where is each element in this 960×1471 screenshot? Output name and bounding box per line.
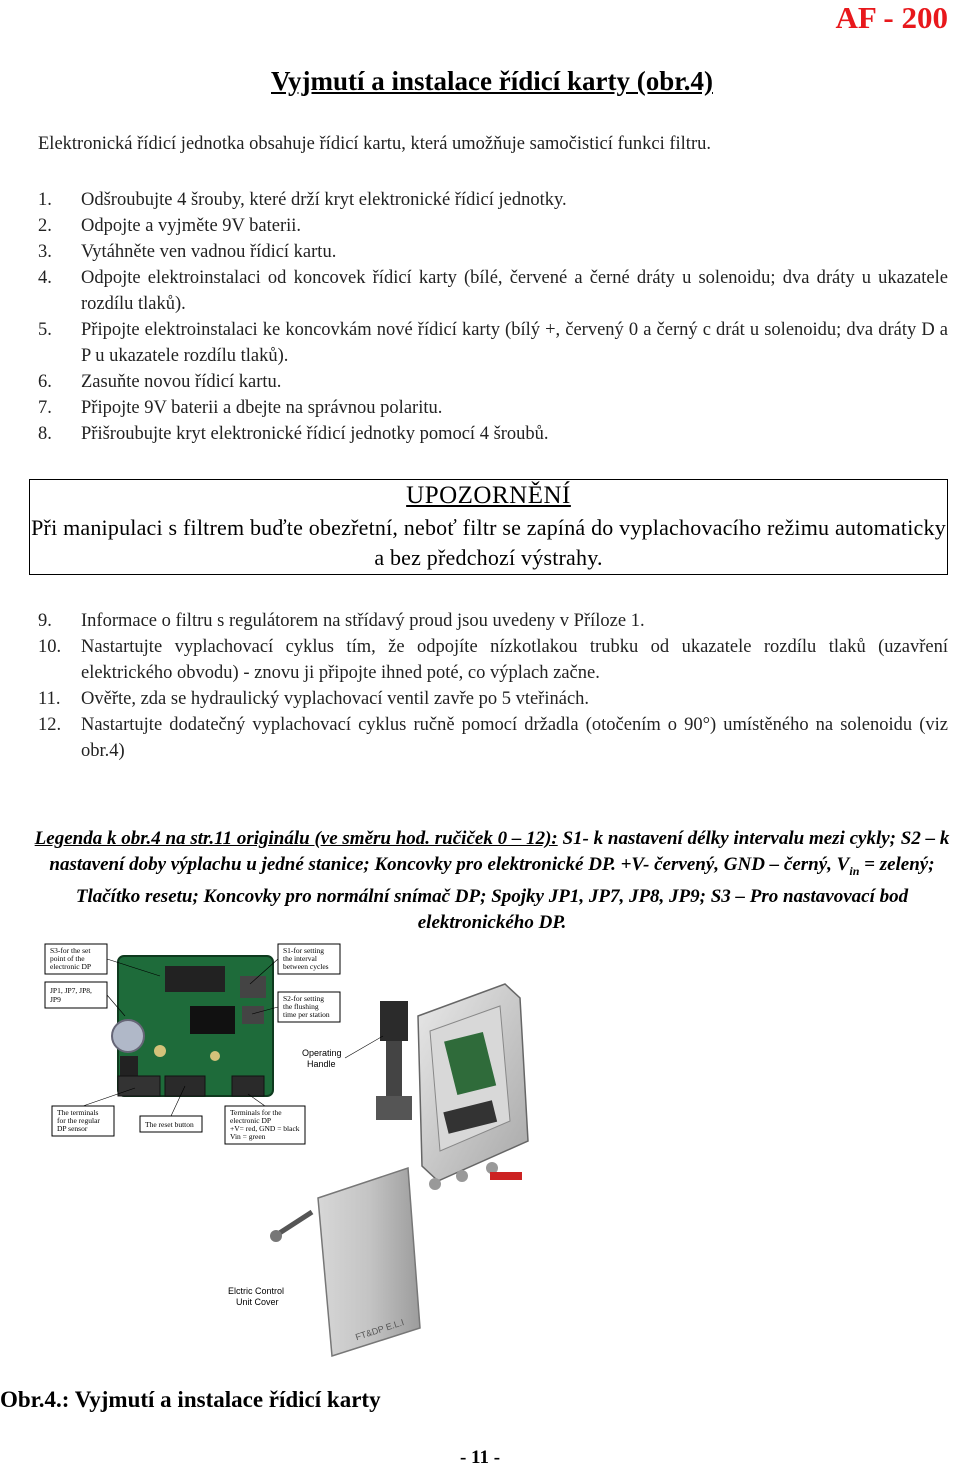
operating-handle-label-1: Operating xyxy=(302,1048,342,1058)
step-text: Zasuňte novou řídicí kartu. xyxy=(81,372,282,392)
step-item xyxy=(38,187,948,213)
brand-label: AF - 200 xyxy=(835,0,948,35)
step-item xyxy=(38,395,948,421)
callout-s2-2: the flushing xyxy=(283,1002,319,1011)
step-text: Odšroubujte 4 šrouby, které drží kryt elektronické řídicí jednotky. xyxy=(81,190,567,210)
callout-s2-3: time per station xyxy=(283,1010,330,1019)
step-text: Připojte elektroinstalaci ke koncovkám nové řídicí karty (bílý +, červený 0 a černý c drát u solenoidu; dva dráty D a P u ukazatele rozdílu tlaků). xyxy=(81,320,948,366)
step-item xyxy=(38,317,948,369)
step-item xyxy=(38,634,948,686)
callout-reset: The reset button xyxy=(145,1120,194,1129)
step-number: 7. xyxy=(38,398,52,418)
step-item xyxy=(38,265,948,317)
callout-term-reg-1: The terminals xyxy=(57,1108,99,1117)
step-text: Odpojte a vyjměte 9V baterii. xyxy=(81,216,302,236)
operating-handle-label-2: Handle xyxy=(307,1059,336,1069)
steps-list-2 xyxy=(38,608,948,764)
step-text: Informace o filtru s regulátorem na střídavý proud jsou uvedeny v Příloze 1. xyxy=(81,611,645,631)
callout-s1-1: S1-for setting xyxy=(283,946,325,955)
step-text: Nastartujte vyplachovací cyklus tím, že odpojíte nízkotlakou trubku od ukazatele rozdílu tlaků (uzavření elektrického obvodu) - znovu ji připojte ihned poté, co výplach začne. xyxy=(81,637,948,683)
step-number: 3. xyxy=(38,242,52,262)
cover-label xyxy=(228,1286,284,1307)
callout-jp-1: JP1, JP7, JP8, xyxy=(50,986,92,995)
callout-s3-3: electronic DP xyxy=(50,962,92,971)
callout-s3-1: S3-for the set xyxy=(50,946,91,955)
warning-heading: UPOZORNĚNÍ xyxy=(406,482,571,509)
page-title: Vyjmutí a instalace řídicí karty (obr.4) xyxy=(271,66,713,96)
step-item xyxy=(38,213,948,239)
callout-s2-1: S2-for setting xyxy=(283,994,325,1003)
step-text: Nastartujte dodatečný vyplachovací cyklus ručně pomocí držadla (otočením o 90°) umístěného na solenoidu (viz obr.4) xyxy=(81,715,948,761)
figure-caption: Obr.4.: Vyjmutí a instalace řídicí karty xyxy=(0,1387,381,1412)
step-item xyxy=(38,608,948,634)
open-enclosure xyxy=(418,984,528,1190)
step-number: 11. xyxy=(38,689,61,709)
step-number: 8. xyxy=(38,424,52,444)
step-text: Připojte 9V baterii a dbejte na správnou polaritu. xyxy=(81,398,443,418)
callout-term-reg-3: DP sensor xyxy=(57,1124,88,1133)
steps-list-1 xyxy=(38,187,948,447)
step-item xyxy=(38,239,948,265)
control-card-figure xyxy=(0,936,960,1386)
warning-text: Při manipulaci s filtrem buďte obezřetní, neboť filtr se zapíná do vyplachovacího režimu automaticky a bez předchozí výstrahy. xyxy=(31,515,946,570)
step-number: 1. xyxy=(38,190,52,210)
callout-term-reg-2: for the regular xyxy=(57,1116,100,1125)
step-number: 10. xyxy=(38,637,62,657)
step-text: Ověřte, zda se hydraulický vyplachovací ventil zavře po 5 vteřinách. xyxy=(81,689,590,709)
callout-s3-2: point of the xyxy=(50,954,85,963)
page-number: - 11 - xyxy=(459,1447,501,1468)
figure-legend xyxy=(22,826,960,936)
callout-term-e-3: +V= red, GND = black xyxy=(230,1124,300,1133)
step-number: 12. xyxy=(38,715,62,735)
callout-jp-2: JP9 xyxy=(50,995,61,1004)
legend-text-1: S1- k nastavení délky intervalu mezi cykly; S2 – k nastavení doby výplachu u jedné stanice; Koncovky pro elektronické DP. +V- červený, GND – černý, V xyxy=(49,828,950,875)
legend-subscript: in xyxy=(849,863,860,878)
screw xyxy=(270,1212,312,1242)
cover-label-1: Elctric Control xyxy=(228,1286,285,1296)
step-number: 2. xyxy=(38,216,52,236)
callout-term-e-4: Vin = green xyxy=(230,1132,266,1141)
circuit-board xyxy=(112,956,273,1096)
callout-term-e-2: electronic DP xyxy=(230,1116,272,1125)
step-text: Přišroubujte kryt elektronické řídicí jednotky pomocí 4 šroubů. xyxy=(81,424,549,444)
step-number: 5. xyxy=(38,320,52,340)
operating-handle-label xyxy=(302,1036,383,1069)
step-number: 9. xyxy=(38,611,52,631)
cover-label-2: Unit Cover xyxy=(236,1297,279,1307)
intro-paragraph: Elektronická řídicí jednotka obsahuje řídicí kartu, která umožňuje samočisticí funkci filtru. xyxy=(38,134,711,154)
step-item xyxy=(38,712,948,764)
callout-s1-2: the interval xyxy=(283,954,317,963)
callout-s1-3: between cycles xyxy=(283,962,329,971)
legend-heading: Legenda k obr.4 na str.11 originálu (ve směru hod. ručiček 0 – 12): xyxy=(34,828,558,849)
step-text: Vytáhněte ven vadnou řídicí kartu. xyxy=(81,242,337,262)
step-number: 6. xyxy=(38,372,52,392)
warning-box xyxy=(29,479,948,575)
step-item xyxy=(38,421,948,447)
step-item xyxy=(38,686,948,712)
step-text: Odpojte elektroinstalaci od koncovek řídicí karty (bílé, červené a černé dráty u solenoidu; dva dráty u ukazatele rozdílu tlaků). xyxy=(81,268,948,314)
callout-term-e-1: Terminals for the xyxy=(230,1108,282,1117)
step-item xyxy=(38,369,948,395)
solenoid xyxy=(376,1001,412,1120)
legend-text-2: = zelený; Tlačítko resetu; Koncovky pro normální snímač DP; Spojky JP1, JP7, JP8, JP9; S3 – Pro nastavovací bod elektronického DP. xyxy=(75,854,935,933)
electric-control-unit-cover xyxy=(318,1168,420,1356)
step-number: 4. xyxy=(38,268,52,288)
cover-mark: FT&DP E.L.I xyxy=(354,1317,406,1343)
